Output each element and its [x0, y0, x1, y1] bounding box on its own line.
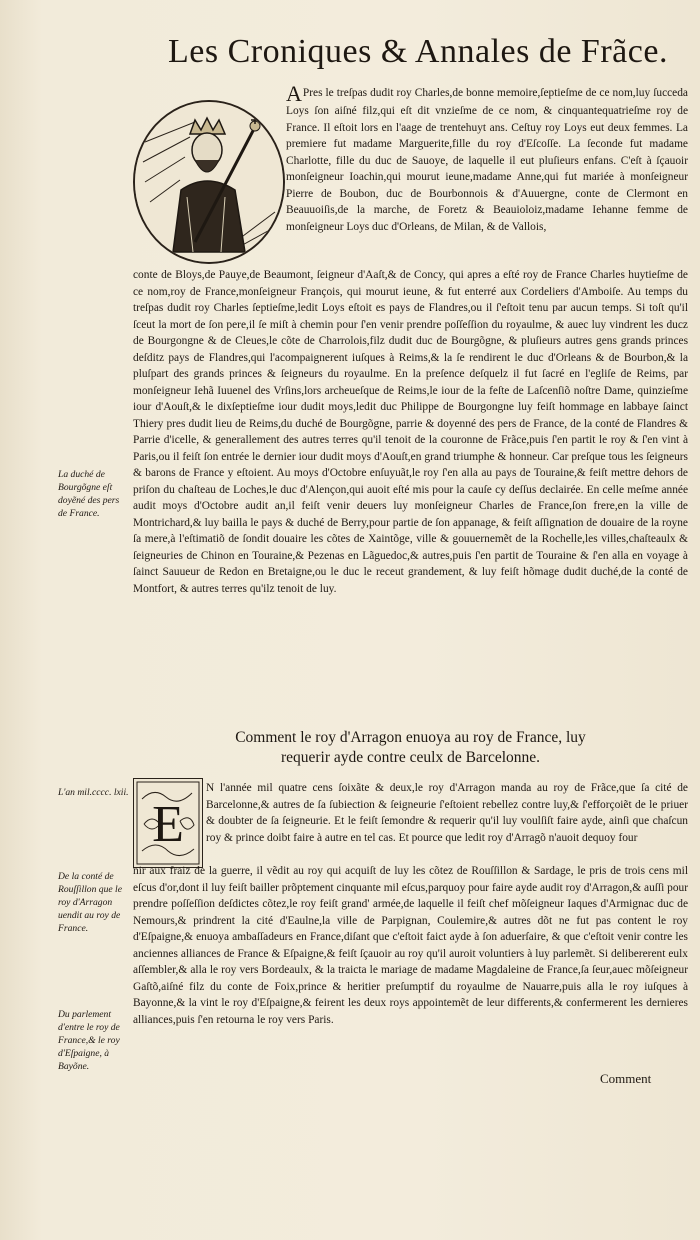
chapter-heading: [133, 728, 688, 768]
margin-note-year: L'an mil.cccc. lxii.: [58, 787, 129, 798]
decorated-initial-e-icon: [133, 778, 203, 868]
crowned-king-portrait-icon: [133, 100, 285, 264]
section1-full-paragraph: [133, 267, 688, 597]
running-header: Les Croniques & Annales de Frãce.: [168, 33, 668, 70]
section1-full-text: conte de Bloys,de Pauye,de Beaumont, ſeigneur d'Aaſt,& de Concy, qui apres a eſté roy de France Charles huytieſme de ce nom,roy de France,monſeigneur François, qui mourut ieune, & fut enterré aux Cordeliers d'Amboiſe. Au temps du treſpas dudit roy Charles ſeptieſme,ledit Loys eſtoit es pays de Flandres,ou il ſ'eſtoit tenu par aucun temps. Si toſt qu'il ſceut la mort de ſon pere,il ſe miſt à chemin pour ſ'en venir prendre poſſeſſion du royaulme, & auec luy vindrent les ducz de Bourgongne & de Cleues,le cõte de Charrolois,filz dudit duc de Bourgõgne, & pluſieurs autres gens grands princes deſditz pays de Flandres,qui l'acompaignerent iuſques à Reims,& la ſe rendirent le duc d'Orleans & de Bourbon,& la pluſpart des grands princes & ſeigneurs du royaulme. En la preſence deſquelz il fut ſacré en l'egliſe de Reims, par monſeigneur Iehã Iuuenel des Vrſins,lors archeueſque de Reims,le iour de la feſte de Laſcenſiõ noſtre Dame, quinzieſme iour d'Aouſt,& le dixſeptieſme iour dudit moys,ledit duc Philippe de Bourgongne luy feiſt hommage en labbaye ſainct Thiery pres dudit lieu de Reims,du duché de Bourgõgne, parrie & doyenné des pers de France, de la conté de Flandres & Parrie d'icelle, & generallement des autres terres qu'il tenoit de la couronne de Frãce,puis ſ'en partit le roy & ſ'en vint à Paris,ou il feiſt ſon entrée le dernier iour dudit moys d'Aouſt,en grand triumphe & honneur. Car preſque tous les ſeigneurs & barons de France y eſtoient. Au moys d'Octobre enſuyuãt,le roy ſ'en alla au pays de Touraine,& feiſt mettre dehors de priſon du chaſteau de Loches,le duc d'Alençon,qui auoit eſté mis pour la cauſe cy deſſus declairée. En celle meſme année audit moys d'Octobre audit an,il feiſt venir deuers luy monſeigneur Charles de France,ſon frere,en la ville de Montrichard,& luy bailla le pays & duché de Berry,pour partie de ſon appanage, & feiſt aſſignation de douaire de la royne ſa mere,à l'eſtimatiõ de ſondit douaire les cõtes de Xaintõge, ville & gouuernemẽt de la Rochelle,les villes,chaſteaulx & ſeigneuries de Chinon en Touraine,& Pezenas en Lãguedoc,& autres,puis ſ'en partit de Touraine & ſ'en alla en voyage à ſainct Sauueur de Redon en Bretaigne,ou le duc le receut grandement, & luy feiſt hõmage dudit duché,de la conté de Montfort, & autres terres qu'ilz tenoit de luy.: [133, 269, 688, 595]
margin-note-bourgogne: La duché de Bourgõgne eſt doyẽné des pers de France.: [58, 469, 120, 519]
section2-wrapped-paragraph: [206, 780, 688, 846]
section2-full-paragraph: [133, 863, 688, 1028]
margin-note-roussillon: De la conté de Rouſſillon que le roy d'Arragon uendit au roy de France.: [58, 871, 122, 934]
svg-text:E: E: [152, 796, 184, 853]
chapter-heading-line1: Comment le roy d'Arragon enuoya au roy de France, luy: [235, 729, 586, 746]
section1-wrapped-paragraph: [286, 81, 688, 235]
margin-note-parlement: Du parlement d'entre le roy de France,& le roy d'Eſpaigne, à Bayõne.: [58, 1009, 120, 1072]
drop-cap: A: [286, 81, 302, 106]
section2-full-text: nir aux fraiz de la guerre, il vẽdit au roy qui acquiſt de luy les cõtez de Rouſſillon & Sardage, le pris de trois cens mil eſcus d'or,dont il luy feiſt bailler prõptement cinquante mil eſcus,parquoy pour faire ayde audit roy d'Arragon,& auſſi pour prendre poſſeſſion deſdictes cõtez,le roy feiſt grand' armée,de laquelle il feiſt chef mõſeigneur Iaques d'Armignac duc de Nemours,& prindrent la cité d'Eaulne,la ville de Parpignan, Coulemire,& autres dõt ne fut pas content le roy d'Eſpaigne,& enuoya ambaſſadeurs en France,diſant que c'eſtoit faict ayde à ſon aduerſaire, & que c'eſtoit venir contre les anciennes alliances de France & Eſpaigne,& feiſt ſçauoir au roy qu'il auroit voluntiers à luy parlemẽt. Si delibererent eulx aſſembler,& alla le roy vers Bordeaulx, & la traicta le mariage de madame Magdaleine de France,ſa ſeur,auec mõſeigneur Gaſtõ,aiſné filz du conte de Foix,prince & heritier preſumptif du royaulme de Nauarre,puis alla le roy iuſques à Bayonne,& la vint le roy d'Eſpaigne,& feirent les deux roys appointemẽt de leur differents,& confermerent les dernieres alliances,puis ſ'en retourna le roy vers Paris.: [133, 865, 688, 1026]
section2-wrap-text: N l'année mil quatre cens ſoixãte & deux,le roy d'Arragon manda au roy de Frãce,que ſa cité de Barcelonne,& autres de ſa ſubiection & ſeigneurie ſ'eſtoient rebellez contre luy,& ſ'efforçoiẽt de le priuer & doubter de ſa ſeigneurie. Et le feiſt ſemondre & requerir qu'il luy voulſiſt faire ayde, ainſi que chaſcun roy & prince doibt faire à autre en tel cas. Et pource que ledit roy d'Arragõ n'auoit dequoy four: [206, 782, 688, 844]
section1-wrap-text: Pres le treſpas dudit roy Charles,de bonne memoire,ſeptieſme de ce nom,luy ſucceda Loys ſon aiſné filz,qui eſt dit vnzieſme de ce nom, & cinquantequatrieſme roy de France. Il eſtoit lors en l'aage de trentehuyt ans. Ceſtuy roy Loys eut deux femmes. La premiere fut madame Marguerite,fille du roy d'Eſcoſſe. La ſeconde fut madame Charlotte, fille du duc de Sauoye, de laquelle il eut pluſieurs enfans. C'eſt à ſçauoir monſeigneur Ioachin,qui mourut ieune,madame Anne,qui fut mariée à monſeigneur Pierre de Boubon, duc de Bourbonnois & d'Auuergne, conte de Clermont en Beauuoiſis,de la marche, de Foretz & Beauioloiz,madame Iehanne femme de monſeigneur Loys duc d'Orleans, de Milan, & de Vallois,: [286, 87, 688, 233]
catchword: Comment: [600, 1071, 652, 1086]
chapter-heading-line2: requerir ayde contre ceulx de Barcelonne.: [280, 749, 541, 766]
